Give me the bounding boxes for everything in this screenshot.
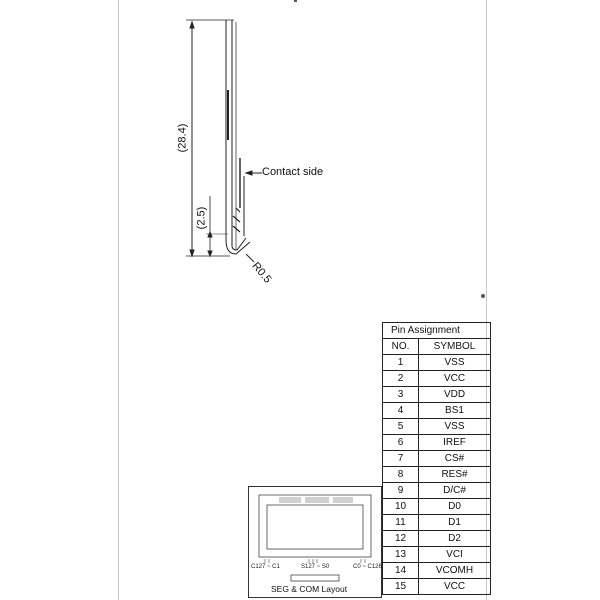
pin-symbol: D2 [419,531,491,547]
table-row [383,499,491,515]
table-row [383,451,491,467]
pin-no: 1 [383,355,419,371]
header-symbol: SYMBOL [419,339,491,355]
table-row [383,515,491,531]
table-title: Pin Assignment [383,323,491,339]
table-row [383,547,491,563]
table-row [383,531,491,547]
pin-symbol: CS# [419,451,491,467]
header-no: NO. [383,339,419,355]
pin-no: 10 [383,499,419,515]
table-row [383,435,491,451]
pin-no: 13 [383,547,419,563]
table-row [383,419,491,435]
seg-com-layout-diagram [249,487,381,597]
table-row [383,355,491,371]
pin-no: 15 [383,579,419,595]
dim-total-label: (28.4) [176,123,189,153]
pin-no: 2 [383,371,419,387]
pin-symbol: VCI [419,547,491,563]
pin-no: 7 [383,451,419,467]
pin-symbol: D1 [419,515,491,531]
pin-no: 3 [383,387,419,403]
dim-tail-label: (2.5) [195,206,208,230]
contact-side-label: Contact side [262,166,324,178]
pin-no: 8 [383,467,419,483]
pin-symbol: D0 [419,499,491,515]
table-row [383,371,491,387]
label-seg: S127 ~ S0 [301,564,330,570]
seg-com-caption: SEG & COM Layout [271,584,348,594]
pin-symbol: VDD [419,387,491,403]
pin-no: 6 [383,435,419,451]
pin-symbol: D/C# [419,483,491,499]
pin-symbol: BS1 [419,403,491,419]
pin-symbol: IREF [419,435,491,451]
table-row [383,403,491,419]
pin-symbol: VCOMH [419,563,491,579]
pin-symbol: VCC [419,579,491,595]
pin-no: 4 [383,403,419,419]
pin-symbol: RES# [419,467,491,483]
table-row [383,483,491,499]
table-row [383,579,491,595]
pin-symbol: VSS [419,419,491,435]
pin-assignment-table [382,322,491,595]
pin-no: 11 [383,515,419,531]
label-com-right: C0 ~ C126 [353,564,382,570]
pin-no: 5 [383,419,419,435]
seg-com-layout-box [248,486,382,598]
pin-no: 12 [383,531,419,547]
table-row [383,563,491,579]
table-row [383,467,491,483]
pin-symbol: VCC [419,371,491,387]
radius-label: R0.5 [249,260,274,286]
pin-no: 9 [383,483,419,499]
table-row [383,387,491,403]
label-com-left: C127 ~ C1 [251,564,280,570]
pin-no: 14 [383,563,419,579]
pin-symbol: VSS [419,355,491,371]
